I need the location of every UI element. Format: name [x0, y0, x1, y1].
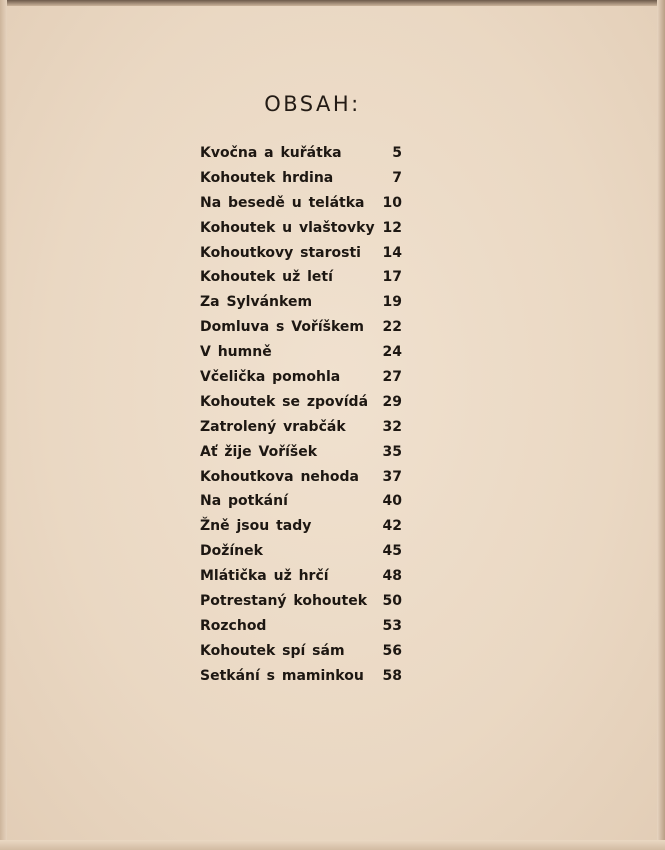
toc-entry-page-number: 19	[382, 294, 402, 311]
toc-entry-page-number: 37	[382, 468, 402, 485]
toc-entry-page-number: 42	[382, 518, 402, 535]
toc-entry-title: Kohoutek hrdina	[200, 169, 334, 186]
toc-entry-title: Za Sylvánkem	[200, 294, 313, 311]
toc-entry-page-number: 7	[392, 169, 402, 186]
toc-entry-page-number: 10	[382, 194, 402, 211]
toc-entry-page-number: 35	[382, 443, 402, 460]
toc-entry-title: Na potkání	[200, 493, 288, 510]
toc-entry-page-number: 5	[392, 145, 402, 161]
toc-entry	[200, 193, 410, 218]
toc-entry-page-number: 40	[382, 493, 402, 510]
contents-heading: OBSAH:	[264, 92, 361, 116]
toc-entry-page-number: 22	[382, 319, 402, 336]
toc-entry	[200, 491, 410, 516]
toc-entry	[200, 566, 410, 591]
toc-entry-page-number: 50	[382, 593, 402, 610]
toc-entry	[200, 666, 410, 691]
toc-entry-title: Kvočna a kuřátka	[200, 145, 342, 161]
toc-entry-page-number: 24	[382, 344, 402, 361]
toc-entry-title: Kohoutek u vlaštovky	[200, 219, 375, 236]
toc-entry-title: Rozchod	[200, 617, 267, 634]
toc-entry	[200, 317, 410, 342]
toc-entry-page-number: 12	[382, 219, 402, 236]
page-edge-left	[0, 0, 7, 850]
toc-entry-page-number: 53	[382, 617, 402, 634]
toc-entry	[200, 442, 410, 467]
toc-entry-page-number: 32	[382, 418, 402, 435]
toc-entry	[200, 541, 410, 566]
toc-entry	[200, 392, 410, 417]
toc-entry	[200, 218, 410, 243]
toc-entry-title: Domluva s Voříškem	[200, 319, 364, 336]
toc-entry-title: Potrestaný kohoutek	[200, 593, 368, 610]
toc-entry	[200, 143, 410, 168]
toc-entry-title: V humně	[200, 344, 272, 361]
toc-entry	[200, 267, 410, 292]
toc-entry-title: Kohoutkovy starosti	[200, 244, 361, 261]
toc-entry-title: Kohoutek už letí	[200, 269, 333, 286]
toc-entry-title: Na besedě u telátka	[200, 194, 365, 211]
toc-entry-page-number: 27	[382, 369, 402, 386]
toc-entry-title: Ať žije Voříšek	[200, 443, 318, 460]
toc-entry	[200, 367, 410, 392]
toc-entry-page-number: 14	[382, 244, 402, 261]
toc-entry	[200, 342, 410, 367]
toc-entry	[200, 641, 410, 666]
toc-entry-title: Zatrolený vrabčák	[200, 418, 346, 435]
toc-entry	[200, 616, 410, 641]
toc-entry-title: Žně jsou tady	[200, 518, 312, 535]
toc-entry-title: Kohoutek se zpovídá	[200, 393, 369, 410]
toc-entry	[200, 467, 410, 492]
toc-entry	[200, 292, 410, 317]
toc-entry-title: Kohoutek spí sám	[200, 642, 345, 659]
page-edge-bottom	[0, 840, 665, 850]
page-edge-right	[657, 0, 665, 850]
toc-entry	[200, 243, 410, 268]
toc-entry-title: Mlátička už hrčí	[200, 568, 329, 585]
toc-entry	[200, 168, 410, 193]
toc-entry	[200, 591, 410, 616]
toc-entry-page-number: 29	[382, 393, 402, 410]
toc-entry-title: Včelička pomohla	[200, 369, 341, 386]
toc-entry-title: Setkání s maminkou	[200, 667, 364, 684]
toc-entry-page-number: 58	[382, 667, 402, 684]
toc-entry	[200, 417, 410, 442]
table-of-contents	[200, 143, 410, 691]
toc-entry-page-number: 45	[382, 543, 402, 560]
toc-entry-title: Dožínek	[200, 543, 263, 560]
page-edge-top	[0, 0, 665, 6]
toc-entry-title: Kohoutkova nehoda	[200, 468, 359, 485]
toc-entry	[200, 516, 410, 541]
toc-entry-page-number: 48	[382, 568, 402, 585]
toc-entry-page-number: 56	[382, 642, 402, 659]
toc-entry-page-number: 17	[382, 269, 402, 286]
